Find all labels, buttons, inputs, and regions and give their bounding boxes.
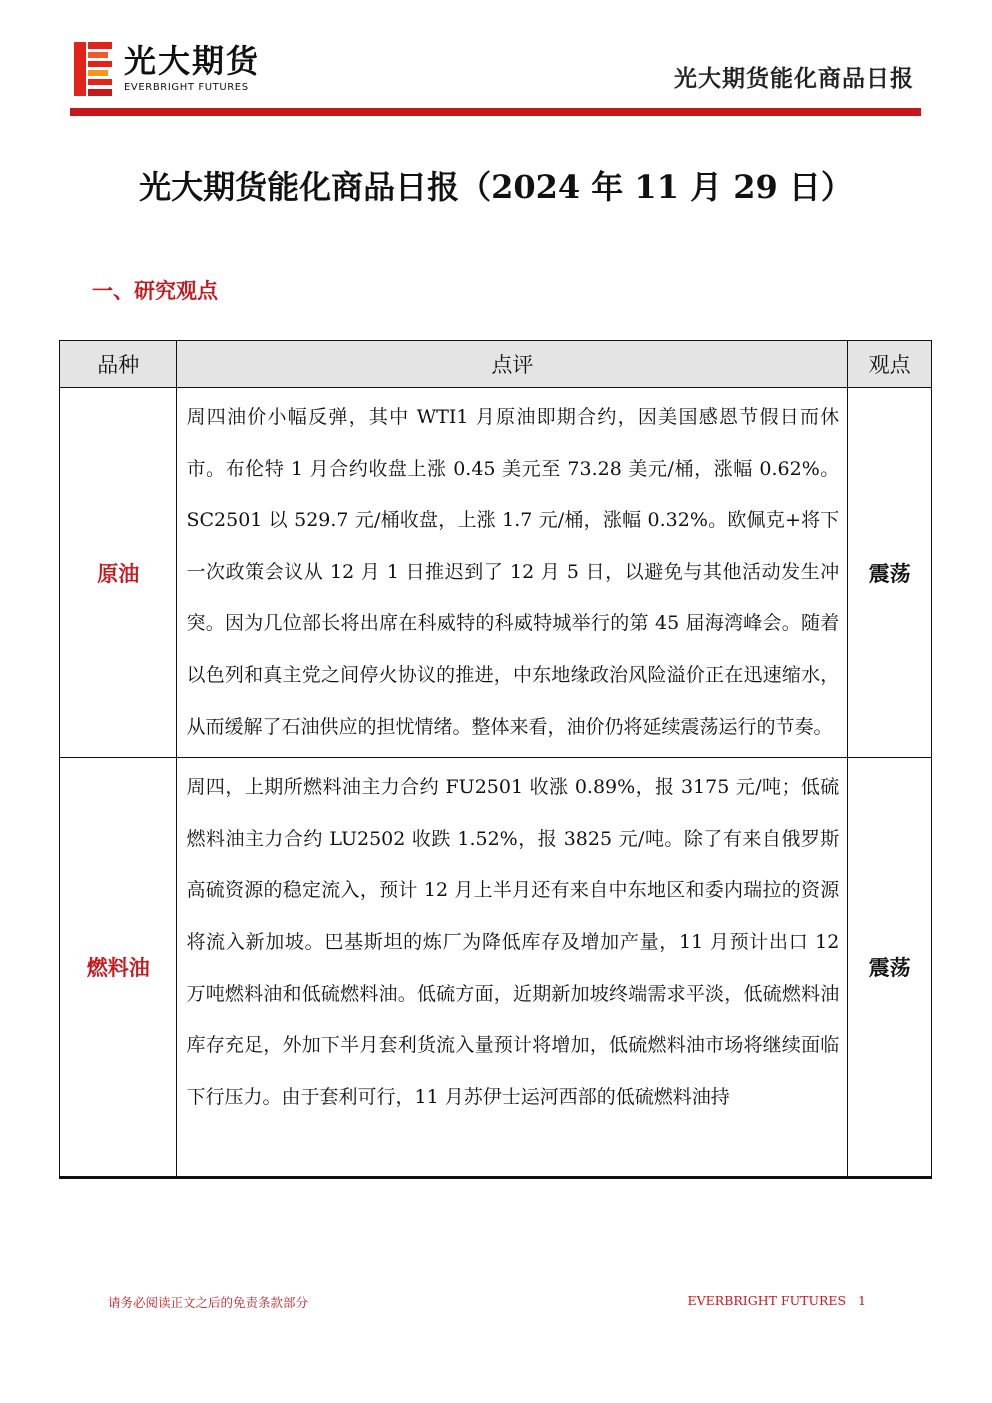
report-name: 光大期货能化商品日报 (674, 66, 914, 92)
header-divider (70, 108, 921, 116)
comment-text: 周四，上期所燃料油主力合约 FU2501 收涨 0.89%，报 3175 元/吨；低硫燃料油主力合约 LU2502 收跌 1.52%，报 3825 元/吨。除了有来自俄罗斯高硫资源的稳定流入，预计 12 月上半月还有来自中东地区和委内瑞拉的资源将流入新加坡。巴基斯坦的炼厂为降低库存及增加产量，11 月预计出口 12 万吨燃料油和低硫燃料油。低硫方面，近期新加坡终端需求平淡，低硫燃料油库存充足，外加下半月套利货流入量预计将增加，低硫燃料油市场将继续面临下行压力。由于套利可行，11 月苏伊士运河西部的低硫燃料油持 (186, 776, 840, 1108)
table-header-row (60, 341, 932, 388)
page-number: 1 (858, 1293, 866, 1308)
research-views-table (59, 340, 932, 1179)
page-header (0, 0, 992, 120)
comment-text: 周四油价小幅反弹，其中 WTI1 月原油即期合约，因美国感恩节假日而休市。布伦特 1 月合约收盘上涨 0.45 美元至 73.28 美元/桶，涨幅 0.62%。SC2501 以 529.7 元/桶收盘，上涨 1.7 元/桶，涨幅 0.32%。欧佩克+将下一次政策会议从 12 月 1 日推迟到了 12 月 5 日，以避免与其他活动发生冲突。因为几位部长将出席在科威特的科威特城举行的第 45 届海湾峰会。随着以色列和真主党之间停火协议的推进，中东地缘政治风险溢价正在迅速缩水，从而缓解了石油供应的担忧情绪。整体来看，油价仍将延续震荡运行的节奏。 (186, 406, 840, 738)
header-comment: 点评 (177, 341, 848, 388)
comment-cell (177, 758, 848, 1178)
comment-cell (177, 388, 848, 758)
company-logo (74, 40, 294, 100)
variety-cell: 原油 (60, 388, 177, 758)
document-title: 光大期货能化商品日报（2024 年 11 月 29 日） (139, 168, 853, 206)
table-row (60, 758, 932, 1178)
footer-brand-page (688, 1293, 866, 1308)
table-row (60, 388, 932, 758)
footer-brand: EVERBRIGHT FUTURES (687, 1293, 847, 1308)
footer-disclaimer: 请务必阅读正文之后的免责条款部分 (108, 1295, 309, 1310)
section-heading: 一、研究观点 (92, 279, 218, 303)
everbright-logo-icon (74, 42, 114, 96)
view-cell: 震荡 (848, 388, 932, 758)
header-variety: 品种 (60, 341, 177, 388)
logo-english-name: EVERBRIGHT FUTURES (124, 82, 249, 93)
variety-cell: 燃料油 (60, 758, 177, 1178)
header-view: 观点 (848, 341, 932, 388)
view-cell: 震荡 (848, 758, 932, 1178)
logo-chinese-name: 光大期货 (124, 42, 261, 80)
